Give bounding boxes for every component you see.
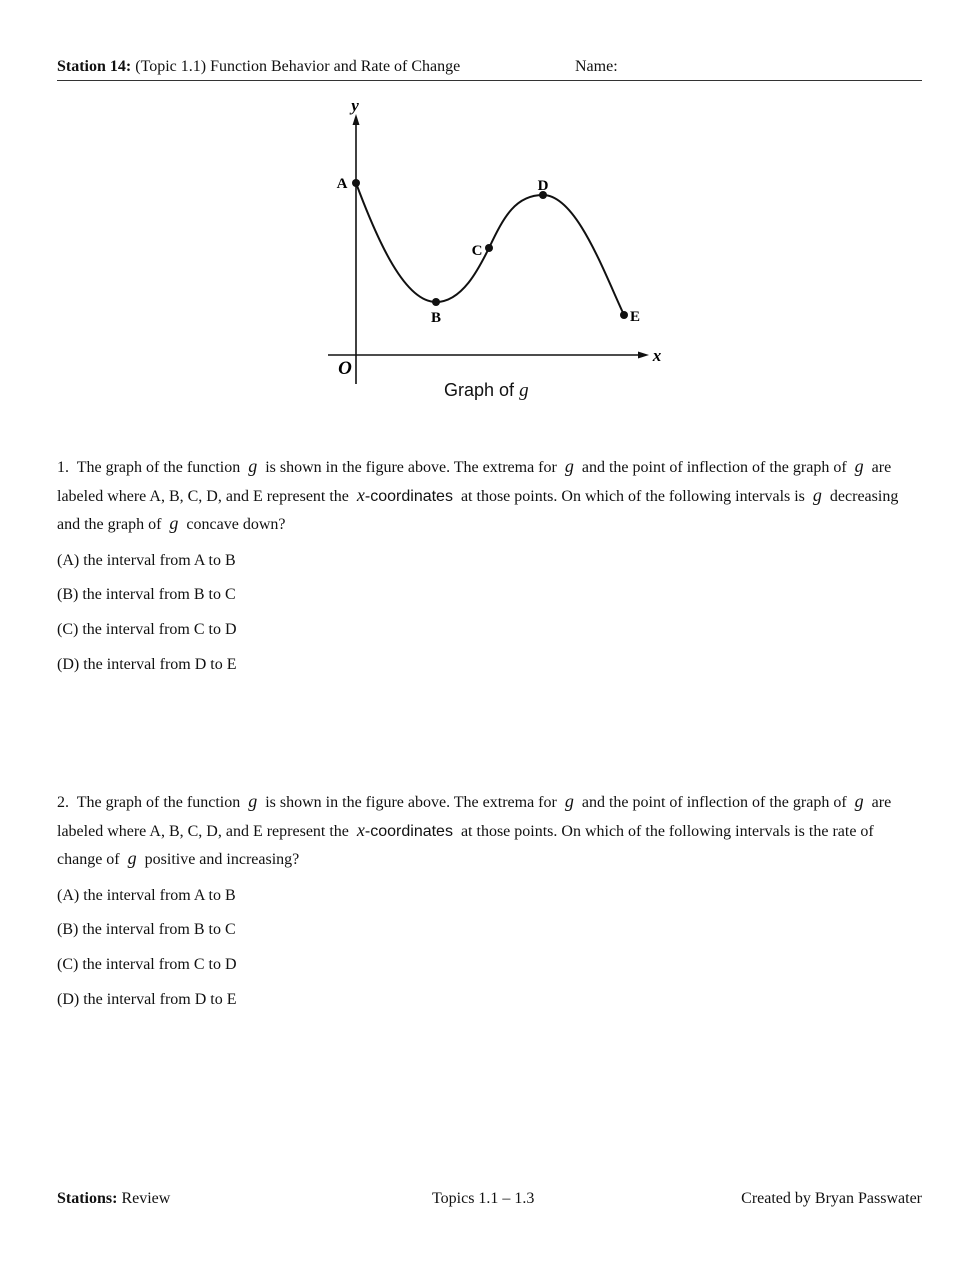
var-g: g [127, 848, 137, 868]
stem-text: at those points. On which of the following intervals is [460, 487, 805, 505]
choice-d[interactable]: (D) the interval from D to E [57, 990, 237, 1008]
choice-c[interactable]: (C) the interval from C to D [57, 955, 237, 973]
page-header [57, 58, 922, 81]
coord-word: -coordinates [364, 822, 453, 840]
x-axis-label: x [652, 346, 662, 365]
stem-text: is shown in the figure above. The extrema for [265, 794, 557, 811]
origin-label: O [338, 358, 352, 379]
footer-author: Created by Bryan Passwater [741, 1190, 922, 1207]
answer-choices [57, 887, 919, 1026]
question-2 [57, 788, 919, 1025]
choice-c[interactable]: (C) the interval from C to D [57, 620, 237, 638]
stem-text: is shown in the figure above. The extrema for [265, 459, 557, 476]
stem-text: are labeled where A, B, C, D, and E represent the [57, 794, 892, 840]
stem-text: decreasing and the graph of [57, 487, 899, 533]
question-number: 1. [57, 459, 69, 476]
question-number: 2. [57, 794, 69, 811]
stem-text: and the point of inflection of the graph of [581, 459, 847, 476]
var-g: g [248, 791, 258, 811]
point-label-b: B [430, 310, 442, 326]
var-g: g [564, 456, 574, 476]
choice-a[interactable]: (A) the interval from A to B [57, 551, 236, 569]
stem-text: The graph of the function [76, 794, 241, 811]
coord-word: -coordinates [364, 487, 453, 505]
choice-d[interactable]: (D) the interval from D to E [57, 655, 237, 673]
x-coordinates [356, 819, 453, 840]
point-label-a: A [336, 176, 348, 192]
var-g: g [854, 456, 864, 476]
choice-b[interactable]: (B) the interval from B to C [57, 921, 236, 939]
caption-text: Graph of [444, 380, 515, 400]
choice-b[interactable]: (B) the interval from B to C [57, 586, 236, 604]
y-axis-arrow [353, 114, 360, 125]
footer-stations-value: Review [121, 1190, 171, 1207]
stem-text: at those points. On which of the following intervals is the rate of change of [57, 822, 874, 868]
stem-text: The graph of the function [76, 459, 241, 476]
point-c [485, 244, 493, 252]
graph-figure [320, 92, 680, 412]
page-footer [57, 1190, 922, 1210]
var-g: g [248, 456, 258, 476]
station-title [57, 58, 460, 76]
var-x: x [356, 484, 365, 505]
point-a [352, 179, 360, 187]
caption-var: g [519, 380, 529, 401]
stem-text: and the point of inflection of the graph of [581, 794, 847, 811]
y-axis-label: y [351, 96, 359, 115]
question-stem [57, 453, 919, 539]
var-g: g [169, 513, 179, 533]
name-label: Name: [575, 58, 618, 75]
station-label: Station 14: [57, 58, 132, 75]
footer-topics: Topics 1.1 – 1.3 [432, 1190, 535, 1207]
point-b [432, 298, 440, 306]
stem-text: positive and increasing? [144, 851, 300, 868]
stem-text: are labeled where A, B, C, D, and E represent the [57, 459, 892, 505]
question-stem [57, 788, 919, 874]
x-axis-arrow [638, 352, 649, 359]
var-g: g [564, 791, 574, 811]
footer-stations-label: Stations: [57, 1190, 118, 1207]
var-x: x [356, 819, 365, 840]
x-coordinates [356, 484, 453, 505]
point-e [620, 311, 628, 319]
footer-stations [57, 1190, 171, 1208]
point-label-d: D [537, 178, 549, 194]
point-label-e: E [629, 309, 641, 325]
var-g: g [812, 484, 822, 505]
question-1 [57, 453, 919, 690]
graph-of-g [320, 92, 680, 392]
answer-choices [57, 552, 919, 691]
point-label-c: C [471, 243, 483, 259]
choice-a[interactable]: (A) the interval from A to B [57, 886, 236, 904]
var-g: g [854, 791, 864, 811]
figure-caption [444, 380, 529, 402]
station-topic: (Topic 1.1) Function Behavior and Rate of Change [135, 58, 461, 75]
stem-text: concave down? [186, 516, 286, 533]
